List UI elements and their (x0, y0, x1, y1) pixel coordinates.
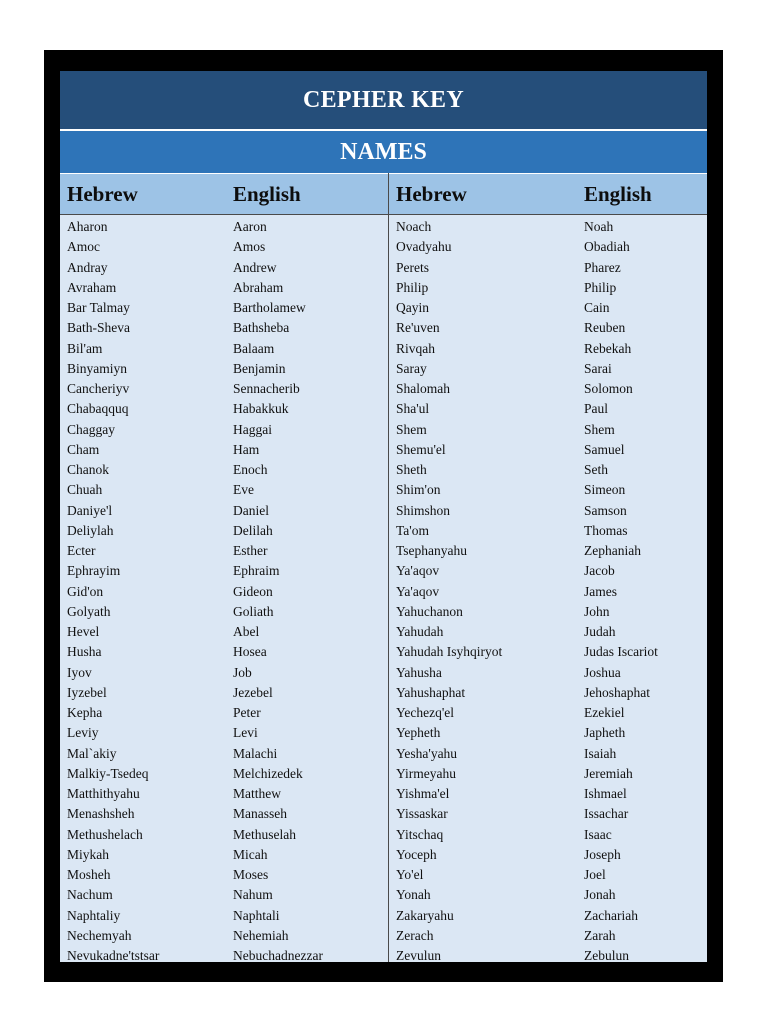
header-english-right: English (584, 182, 652, 206)
hebrew-name: Amoc (67, 239, 100, 255)
header-hebrew-right: Hebrew (396, 182, 467, 206)
english-name: Melchizedek (233, 765, 303, 781)
english-name: Hosea (233, 644, 267, 660)
hebrew-name: Methushelach (67, 826, 143, 842)
english-name: Jeremiah (584, 765, 633, 781)
english-name: Ham (233, 441, 260, 457)
hebrew-name: Daniye'l (67, 502, 113, 518)
hebrew-name: Naphtaliy (67, 907, 121, 923)
hebrew-name: Yepheth (396, 725, 441, 741)
english-name: Aaron (233, 219, 267, 234)
hebrew-name: Hevel (67, 624, 100, 639)
hebrew-name: Kepha (67, 705, 103, 720)
english-name: Sennacherib (233, 381, 300, 396)
english-name: Nebuchadnezzar (233, 948, 323, 963)
english-name: Japheth (584, 725, 626, 741)
english-name: Abraham (233, 279, 284, 295)
english-name: Levi (233, 725, 258, 741)
hebrew-name: Gid'on (67, 583, 104, 599)
hebrew-name: Yahudah Isyhqiryot (396, 644, 503, 660)
hebrew-name: Cancheriyv (67, 381, 130, 396)
english-name: Ishmael (584, 786, 627, 801)
english-name: Ezekiel (584, 705, 625, 720)
english-name: Zachariah (584, 907, 638, 923)
english-name: Joel (584, 867, 606, 882)
english-name: Joshua (584, 664, 621, 680)
english-name: John (584, 603, 610, 619)
english-name: Isaiah (584, 745, 617, 761)
english-name: Judas Iscariot (584, 644, 658, 660)
hebrew-name: Shalomah (396, 381, 450, 396)
hebrew-name: Matthithyahu (67, 786, 140, 801)
english-name: Esther (233, 543, 268, 558)
hebrew-name: Bath-Sheva (67, 320, 130, 336)
english-name: Haggai (233, 421, 272, 437)
hebrew-name: Yonah (396, 887, 431, 903)
english-name: Philip (584, 279, 617, 295)
hebrew-name: Chanok (67, 462, 109, 477)
hebrew-name: Miykah (67, 846, 109, 862)
hebrew-name: Yo'el (396, 867, 424, 882)
hebrew-name: Noach (396, 219, 432, 234)
english-name: Nahum (233, 887, 273, 903)
hebrew-name: Yishma'el (396, 786, 450, 801)
hebrew-name: Mosheh (67, 867, 111, 882)
hebrew-name: Nachum (67, 887, 113, 903)
english-name: Jacob (584, 563, 615, 579)
english-name: Micah (233, 846, 268, 862)
hebrew-name: Sheth (396, 462, 427, 477)
english-name: Thomas (584, 522, 628, 538)
english-name: Nehemiah (233, 927, 289, 943)
english-name: Malachi (233, 745, 278, 761)
english-name: Obadiah (584, 239, 630, 255)
english-name: Bartholamew (233, 300, 306, 315)
column-divider (388, 173, 389, 962)
english-name: Amos (233, 239, 266, 255)
hebrew-name: Ya'aqov (396, 563, 440, 579)
hebrew-name: Yirmeyahu (396, 765, 456, 781)
hebrew-name: Yahusha (396, 664, 442, 680)
english-name: Habakkuk (233, 401, 289, 417)
hebrew-name: Shemu'el (396, 441, 446, 457)
hebrew-name: Nechemyah (67, 927, 132, 943)
english-name: Zarah (584, 927, 616, 943)
english-name: Ephraim (233, 563, 280, 579)
hebrew-name: Binyamiyn (67, 360, 127, 376)
english-name: Benjamin (233, 360, 286, 376)
english-name: James (584, 583, 617, 599)
english-name: Samuel (584, 441, 625, 457)
english-name: Solomon (584, 381, 633, 396)
hebrew-name: Ta'om (396, 522, 429, 538)
hebrew-name: Chuah (67, 482, 103, 498)
english-name: Jezebel (233, 684, 273, 700)
hebrew-name: Tsephanyahu (396, 543, 468, 558)
hebrew-name: Bar Talmay (67, 300, 130, 315)
hebrew-name: Yahushaphat (396, 684, 466, 700)
hebrew-name: Philip (396, 279, 429, 295)
english-name: Naphtali (233, 907, 280, 923)
document-title: CEPHER KEY (60, 71, 707, 131)
hebrew-name: Yoceph (396, 846, 437, 862)
english-name: Methuselah (233, 826, 296, 842)
english-name: Abel (233, 624, 260, 639)
hebrew-name: Yitschaq (396, 826, 444, 842)
hebrew-name: Ecter (67, 543, 96, 558)
hebrew-name: Bil'am (67, 340, 103, 356)
hebrew-name: Sha'ul (396, 401, 430, 417)
english-name: Balaam (233, 340, 275, 356)
english-name: Joseph (584, 846, 621, 862)
hebrew-name: Leviy (67, 725, 99, 741)
hebrew-name: Cham (67, 441, 100, 457)
hebrew-name: Golyath (67, 603, 111, 619)
page-frame (44, 50, 723, 982)
section-title: NAMES (60, 131, 707, 173)
hebrew-name: Perets (396, 259, 429, 275)
english-name: Delilah (233, 522, 273, 538)
hebrew-name: Menashsheh (67, 806, 135, 822)
english-name: Matthew (233, 786, 281, 801)
english-names-left (233, 217, 323, 966)
hebrew-name: Nevukadne'tstsar (67, 948, 160, 963)
english-name: Moses (233, 867, 269, 882)
english-name: Peter (233, 705, 261, 720)
hebrew-name: Malkiy-Tsedeq (67, 765, 149, 781)
hebrew-name: Iyov (67, 664, 92, 680)
hebrew-name: Qayin (396, 300, 429, 315)
hebrew-name: Shimshon (396, 502, 451, 518)
column-header-row (60, 173, 707, 215)
hebrew-name: Mal`akiy (67, 745, 117, 761)
english-name: Shem (584, 421, 615, 437)
english-name: Reuben (584, 320, 626, 336)
hebrew-name: Yahuchanon (396, 603, 463, 619)
english-name: Daniel (233, 502, 269, 518)
hebrew-name: Ya'aqov (396, 583, 440, 599)
hebrew-name: Aharon (67, 219, 108, 234)
english-name: Gideon (233, 583, 273, 599)
hebrew-name: Saray (396, 360, 427, 376)
english-name: Eve (233, 482, 254, 498)
header-hebrew-left: Hebrew (67, 182, 138, 206)
hebrew-name: Ovadyahu (396, 239, 452, 255)
english-name: Sarai (584, 360, 612, 376)
english-name: Enoch (233, 462, 268, 477)
english-name: Bathsheba (233, 320, 290, 336)
hebrew-name: Re'uven (396, 320, 440, 336)
english-name: Rebekah (584, 340, 632, 356)
hebrew-name: Zerach (396, 927, 434, 943)
english-name: Manasseh (233, 806, 287, 822)
english-name: Isaac (584, 826, 612, 842)
hebrew-name: Rivqah (396, 340, 435, 356)
hebrew-names-right (396, 217, 502, 966)
english-name: Goliath (233, 603, 274, 619)
hebrew-name: Chabaqquq (67, 401, 129, 417)
english-name: Seth (584, 462, 609, 477)
english-name: Paul (584, 401, 609, 417)
english-name: Simeon (584, 482, 626, 498)
english-name: Zephaniah (584, 543, 641, 558)
english-name: Andrew (233, 259, 277, 275)
hebrew-name: Yechezq'el (396, 705, 455, 720)
hebrew-name: Deliylah (67, 522, 114, 538)
hebrew-name: Iyzebel (67, 684, 107, 700)
hebrew-name: Husha (67, 644, 102, 660)
header-english-left: English (233, 182, 301, 206)
hebrew-name: Shem (396, 421, 427, 437)
hebrew-name: Shim'on (396, 482, 441, 498)
hebrew-name: Zakaryahu (396, 907, 454, 923)
hebrew-name: Chaggay (67, 421, 115, 437)
english-name: Noah (584, 219, 614, 234)
english-name: Issachar (584, 806, 629, 822)
english-name: Job (233, 664, 252, 680)
table-body (60, 215, 707, 962)
english-name: Zebulun (584, 948, 629, 963)
hebrew-name: Yahudah (396, 624, 444, 639)
english-name: Pharez (584, 259, 621, 275)
english-names-right (584, 217, 658, 966)
hebrew-names-left (67, 217, 159, 966)
english-name: Judah (584, 624, 616, 639)
hebrew-name: Zevulun (396, 948, 441, 963)
hebrew-name: Yesha'yahu (396, 745, 458, 761)
hebrew-name: Ephrayim (67, 563, 121, 579)
english-name: Cain (584, 300, 610, 315)
hebrew-name: Avraham (67, 279, 117, 295)
names-table (60, 71, 707, 962)
english-name: Jonah (584, 887, 616, 903)
english-name: Jehoshaphat (584, 684, 650, 700)
hebrew-name: Andray (67, 259, 108, 275)
english-name: Samson (584, 502, 627, 518)
hebrew-name: Yissaskar (396, 806, 448, 822)
